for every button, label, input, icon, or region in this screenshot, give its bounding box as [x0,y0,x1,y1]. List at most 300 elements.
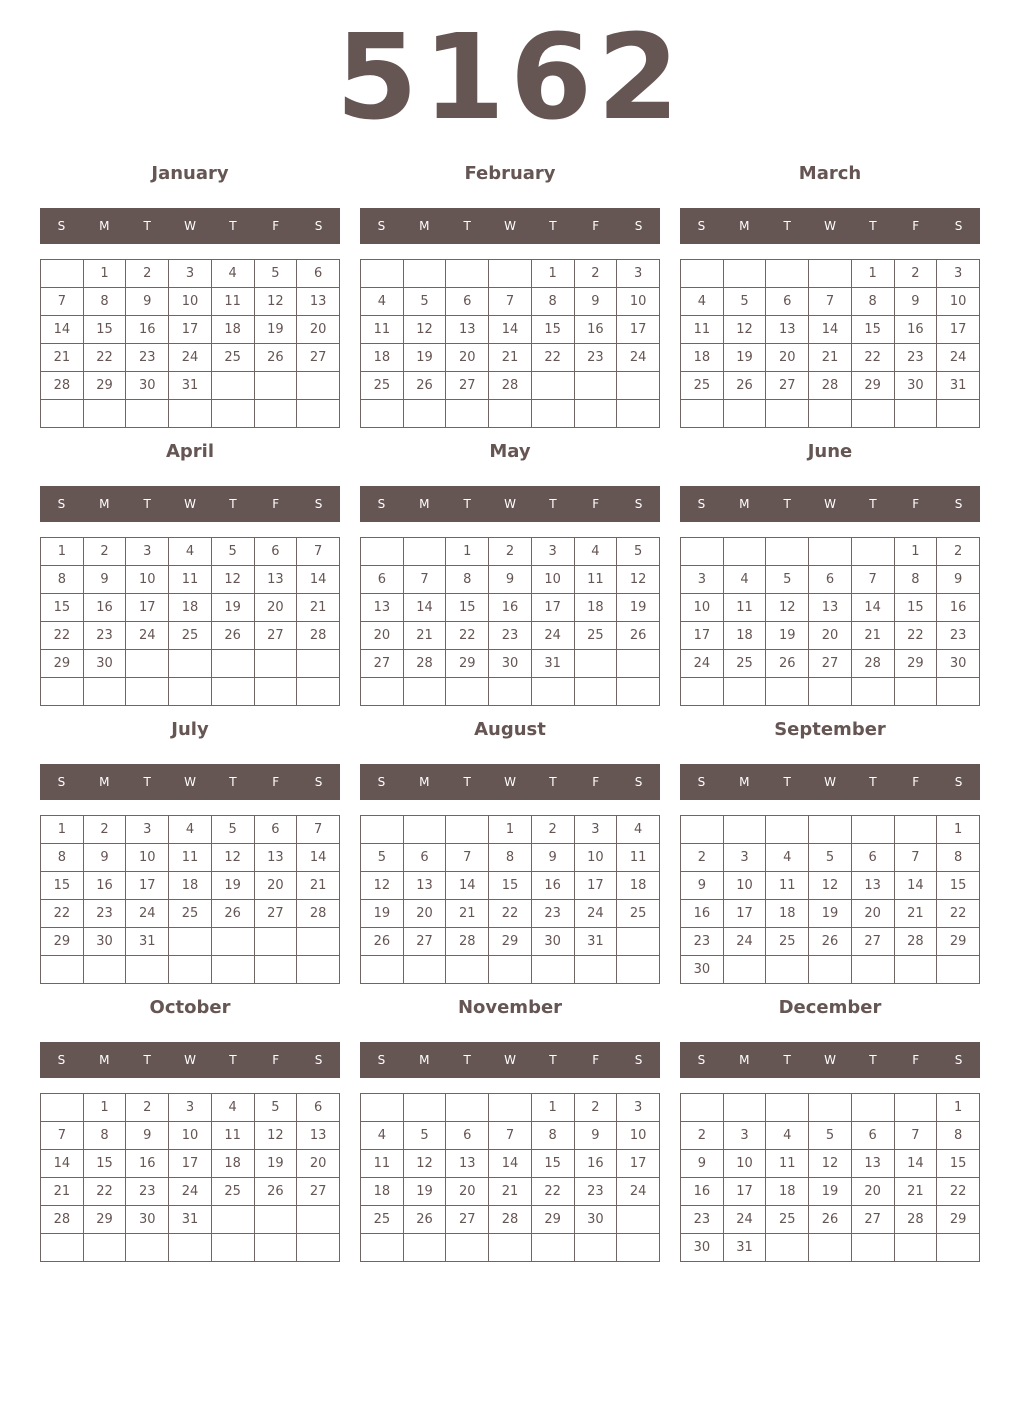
day-cell: 23 [937,622,980,650]
empty-day-cell [489,400,532,428]
empty-day-cell [531,678,574,706]
empty-day-cell [41,400,84,428]
day-cell: 17 [617,316,660,344]
empty-day-cell [531,956,574,984]
day-cell: 7 [297,816,340,844]
week-row [361,372,660,400]
day-cell: 25 [766,1206,809,1234]
empty-day-cell [809,816,852,844]
day-cell: 19 [254,1150,297,1178]
day-cell: 4 [681,288,724,316]
day-cell: 9 [894,288,937,316]
day-cell: 18 [169,872,212,900]
empty-day-cell [361,1094,404,1122]
day-cell: 3 [574,816,617,844]
day-cell: 23 [83,900,126,928]
month-name: November [457,997,563,1018]
day-cell: 8 [83,288,126,316]
day-cell: 10 [723,1150,766,1178]
day-cell: 20 [766,344,809,372]
week-row [41,1234,340,1262]
empty-day-cell [617,1234,660,1262]
day-cell: 2 [681,1122,724,1150]
day-cell: 16 [126,1150,169,1178]
day-cell: 15 [531,1150,574,1178]
day-cell: 29 [937,1206,980,1234]
weekday-label: S [57,1053,66,1067]
weekday-header [360,1042,660,1078]
day-cell: 28 [41,1206,84,1234]
weekday-label: S [634,775,643,789]
week-row [41,844,340,872]
day-cell: 3 [531,538,574,566]
empty-day-cell [446,260,489,288]
day-cell: 15 [937,872,980,900]
weekday-header [680,1042,980,1078]
day-cell: 28 [894,928,937,956]
empty-day-cell [617,400,660,428]
week-row [361,872,660,900]
weekday-label: S [377,497,386,511]
day-cell: 11 [211,1122,254,1150]
weekday-label: F [592,219,600,233]
day-cell: 3 [617,1094,660,1122]
day-cell: 26 [617,622,660,650]
week-row [41,372,340,400]
day-cell: 26 [809,928,852,956]
day-cell: 30 [681,1234,724,1262]
day-cell: 10 [126,844,169,872]
day-cell: 5 [723,288,766,316]
day-cell: 28 [489,372,532,400]
day-cell: 15 [83,1150,126,1178]
month-name: January [151,163,229,184]
empty-day-cell [297,650,340,678]
day-cell: 9 [489,566,532,594]
week-row [361,1234,660,1262]
day-cell: 26 [211,622,254,650]
day-cell: 18 [211,1150,254,1178]
week-row [41,260,340,288]
weekday-label: S [634,219,643,233]
month-name: February [464,163,556,184]
empty-day-cell [681,816,724,844]
empty-day-cell [766,260,809,288]
day-cell: 26 [211,900,254,928]
empty-day-cell [403,956,446,984]
empty-day-cell [41,678,84,706]
day-cell: 4 [361,1122,404,1150]
weekday-label: M [739,219,750,233]
empty-day-cell [809,538,852,566]
day-cell: 26 [809,1206,852,1234]
empty-day-cell [126,400,169,428]
day-cell: 6 [403,844,446,872]
day-cell: 30 [681,956,724,984]
empty-day-cell [723,538,766,566]
weekday-label: W [504,219,516,233]
empty-day-cell [211,400,254,428]
day-cell: 2 [937,538,980,566]
day-cell: 29 [41,650,84,678]
day-cell: 31 [937,372,980,400]
day-cell: 4 [574,538,617,566]
weekday-label: F [912,1053,920,1067]
day-cell: 17 [126,872,169,900]
day-cell: 17 [126,594,169,622]
day-cell: 10 [169,1122,212,1150]
day-cell: 30 [531,928,574,956]
empty-day-cell [766,956,809,984]
week-row [41,1122,340,1150]
empty-day-cell [403,678,446,706]
day-cell: 5 [617,538,660,566]
day-cell: 21 [297,872,340,900]
day-cell: 11 [211,288,254,316]
weekday-label: S [377,775,386,789]
day-cell: 31 [531,650,574,678]
day-cell: 8 [446,566,489,594]
weekday-label: S [697,497,706,511]
empty-day-cell [851,538,894,566]
empty-day-cell [851,1234,894,1262]
week-row [361,316,660,344]
month-name: October [149,997,231,1018]
day-cell: 24 [531,622,574,650]
day-cell: 21 [297,594,340,622]
day-cell: 22 [83,1178,126,1206]
weekday-label: T [783,497,791,511]
day-cell: 1 [531,260,574,288]
week-row [681,288,980,316]
week-row [681,650,980,678]
weekday-label: S [314,497,323,511]
day-cell: 22 [83,344,126,372]
day-cell: 24 [723,1206,766,1234]
week-row [681,400,980,428]
empty-day-cell [809,400,852,428]
empty-day-cell [446,1094,489,1122]
month-name: July [171,719,209,740]
day-cell: 18 [361,344,404,372]
day-cell: 25 [169,900,212,928]
day-cell: 25 [169,622,212,650]
week-row [361,538,660,566]
empty-day-cell [894,1234,937,1262]
empty-day-cell [41,1234,84,1262]
day-cell: 7 [489,288,532,316]
day-cell: 15 [894,594,937,622]
day-cell: 11 [681,316,724,344]
day-cell: 25 [681,372,724,400]
day-cell: 12 [254,1122,297,1150]
day-cell: 14 [41,1150,84,1178]
empty-day-cell [169,400,212,428]
day-cell: 3 [723,1122,766,1150]
day-cell: 25 [361,1206,404,1234]
empty-day-cell [894,816,937,844]
weekday-header [360,486,660,522]
day-cell: 9 [126,288,169,316]
empty-day-cell [297,678,340,706]
day-cell: 3 [937,260,980,288]
day-cell: 30 [937,650,980,678]
empty-day-cell [169,678,212,706]
weekday-label: S [697,775,706,789]
weekday-label: S [377,1053,386,1067]
day-cell: 10 [617,288,660,316]
day-grid [360,537,660,706]
day-cell: 11 [617,844,660,872]
empty-day-cell [574,400,617,428]
empty-day-cell [723,1094,766,1122]
day-cell: 21 [894,900,937,928]
day-cell: 29 [489,928,532,956]
day-cell: 5 [254,1094,297,1122]
day-cell: 6 [446,1122,489,1150]
day-cell: 24 [937,344,980,372]
day-cell: 11 [723,594,766,622]
empty-day-cell [574,678,617,706]
day-cell: 6 [297,1094,340,1122]
empty-day-cell [446,816,489,844]
day-cell: 4 [766,844,809,872]
weekday-label: T [549,775,557,789]
day-cell: 25 [361,372,404,400]
day-cell: 17 [723,1178,766,1206]
weekday-label: F [592,497,600,511]
empty-day-cell [297,928,340,956]
day-cell: 20 [403,900,446,928]
empty-day-cell [169,650,212,678]
empty-day-cell [83,956,126,984]
day-cell: 10 [617,1122,660,1150]
day-cell: 21 [894,1178,937,1206]
day-cell: 19 [723,344,766,372]
empty-day-cell [211,650,254,678]
day-cell: 5 [809,1122,852,1150]
week-row [681,928,980,956]
day-cell: 11 [766,1150,809,1178]
day-cell: 12 [809,1150,852,1178]
weekday-label: T [143,775,151,789]
weekday-label: F [912,219,920,233]
day-cell: 5 [211,538,254,566]
day-cell: 13 [446,1150,489,1178]
weekday-header [360,764,660,800]
day-cell: 17 [681,622,724,650]
weekday-label: W [824,219,836,233]
empty-day-cell [937,400,980,428]
day-cell: 15 [41,872,84,900]
day-cell: 31 [169,372,212,400]
day-cell: 19 [617,594,660,622]
day-cell: 2 [83,538,126,566]
empty-day-cell [723,678,766,706]
day-cell: 16 [489,594,532,622]
day-cell: 2 [574,1094,617,1122]
week-row [681,372,980,400]
day-cell: 10 [531,566,574,594]
empty-day-cell [211,1206,254,1234]
day-cell: 22 [446,622,489,650]
day-cell: 11 [169,566,212,594]
day-cell: 3 [681,566,724,594]
weekday-label: T [143,497,151,511]
day-cell: 19 [254,316,297,344]
day-cell: 14 [446,872,489,900]
day-cell: 4 [211,260,254,288]
empty-day-cell [254,372,297,400]
day-cell: 23 [681,928,724,956]
empty-day-cell [169,956,212,984]
day-cell: 18 [723,622,766,650]
day-cell: 6 [254,816,297,844]
empty-day-cell [41,1094,84,1122]
week-row [361,566,660,594]
day-cell: 3 [617,260,660,288]
empty-day-cell [681,1094,724,1122]
day-cell: 17 [531,594,574,622]
day-grid [680,259,980,428]
day-cell: 6 [851,1122,894,1150]
day-cell: 9 [937,566,980,594]
day-cell: 26 [254,344,297,372]
day-cell: 9 [83,844,126,872]
week-row [361,344,660,372]
empty-day-cell [211,678,254,706]
day-cell: 17 [169,1150,212,1178]
weekday-label: S [634,1053,643,1067]
empty-day-cell [937,678,980,706]
empty-day-cell [766,400,809,428]
day-cell: 17 [169,316,212,344]
day-cell: 14 [851,594,894,622]
empty-day-cell [489,956,532,984]
empty-day-cell [297,1234,340,1262]
day-cell: 8 [894,566,937,594]
week-row [681,594,980,622]
day-cell: 5 [403,1122,446,1150]
empty-day-cell [851,1094,894,1122]
empty-day-cell [403,260,446,288]
day-cell: 22 [937,1178,980,1206]
empty-day-cell [809,260,852,288]
day-cell: 9 [681,1150,724,1178]
weekday-label: T [783,1053,791,1067]
weekday-label: T [229,775,237,789]
day-cell: 13 [254,844,297,872]
weekday-label: T [229,1053,237,1067]
day-cell: 1 [851,260,894,288]
day-cell: 27 [403,928,446,956]
day-cell: 5 [766,566,809,594]
weekday-label: W [184,775,196,789]
day-cell: 25 [574,622,617,650]
day-cell: 20 [851,900,894,928]
day-cell: 27 [254,622,297,650]
weekday-label: T [869,775,877,789]
empty-day-cell [83,400,126,428]
day-cell: 23 [126,344,169,372]
day-cell: 30 [894,372,937,400]
day-cell: 12 [809,872,852,900]
day-cell: 3 [126,538,169,566]
empty-day-cell [574,956,617,984]
day-cell: 27 [297,1178,340,1206]
empty-day-cell [617,956,660,984]
weekday-label: S [314,1053,323,1067]
weekday-label: W [824,1053,836,1067]
day-cell: 14 [41,316,84,344]
month-name: March [798,163,862,184]
week-row [681,316,980,344]
empty-day-cell [617,372,660,400]
weekday-label: S [377,219,386,233]
day-cell: 19 [766,622,809,650]
week-row [361,400,660,428]
day-cell: 25 [617,900,660,928]
week-row [41,928,340,956]
day-cell: 23 [126,1178,169,1206]
day-cell: 7 [403,566,446,594]
weekday-label: T [869,1053,877,1067]
weekday-label: T [463,775,471,789]
empty-day-cell [894,400,937,428]
day-cell: 4 [617,816,660,844]
day-cell: 17 [723,900,766,928]
day-cell: 11 [361,1150,404,1178]
empty-day-cell [254,928,297,956]
day-cell: 23 [531,900,574,928]
day-cell: 7 [894,844,937,872]
week-row [681,1122,980,1150]
week-row [41,650,340,678]
day-cell: 8 [489,844,532,872]
week-row [41,900,340,928]
month-name: April [165,441,215,462]
day-cell: 23 [681,1206,724,1234]
day-cell: 25 [723,650,766,678]
day-cell: 21 [41,1178,84,1206]
weekday-label: S [314,219,323,233]
day-cell: 30 [126,1206,169,1234]
day-cell: 24 [169,344,212,372]
day-cell: 19 [211,594,254,622]
day-cell: 15 [41,594,84,622]
day-grid [40,537,340,706]
empty-day-cell [297,1206,340,1234]
day-cell: 27 [297,344,340,372]
day-cell: 14 [489,316,532,344]
day-cell: 28 [297,622,340,650]
empty-day-cell [937,956,980,984]
day-cell: 1 [41,538,84,566]
day-cell: 12 [211,566,254,594]
day-cell: 30 [83,928,126,956]
day-cell: 19 [361,900,404,928]
day-cell: 15 [83,316,126,344]
day-cell: 24 [126,900,169,928]
day-cell: 21 [446,900,489,928]
week-row [681,260,980,288]
empty-day-cell [681,678,724,706]
day-cell: 21 [809,344,852,372]
day-cell: 24 [681,650,724,678]
day-cell: 13 [851,1150,894,1178]
empty-day-cell [361,400,404,428]
week-row [681,956,980,984]
